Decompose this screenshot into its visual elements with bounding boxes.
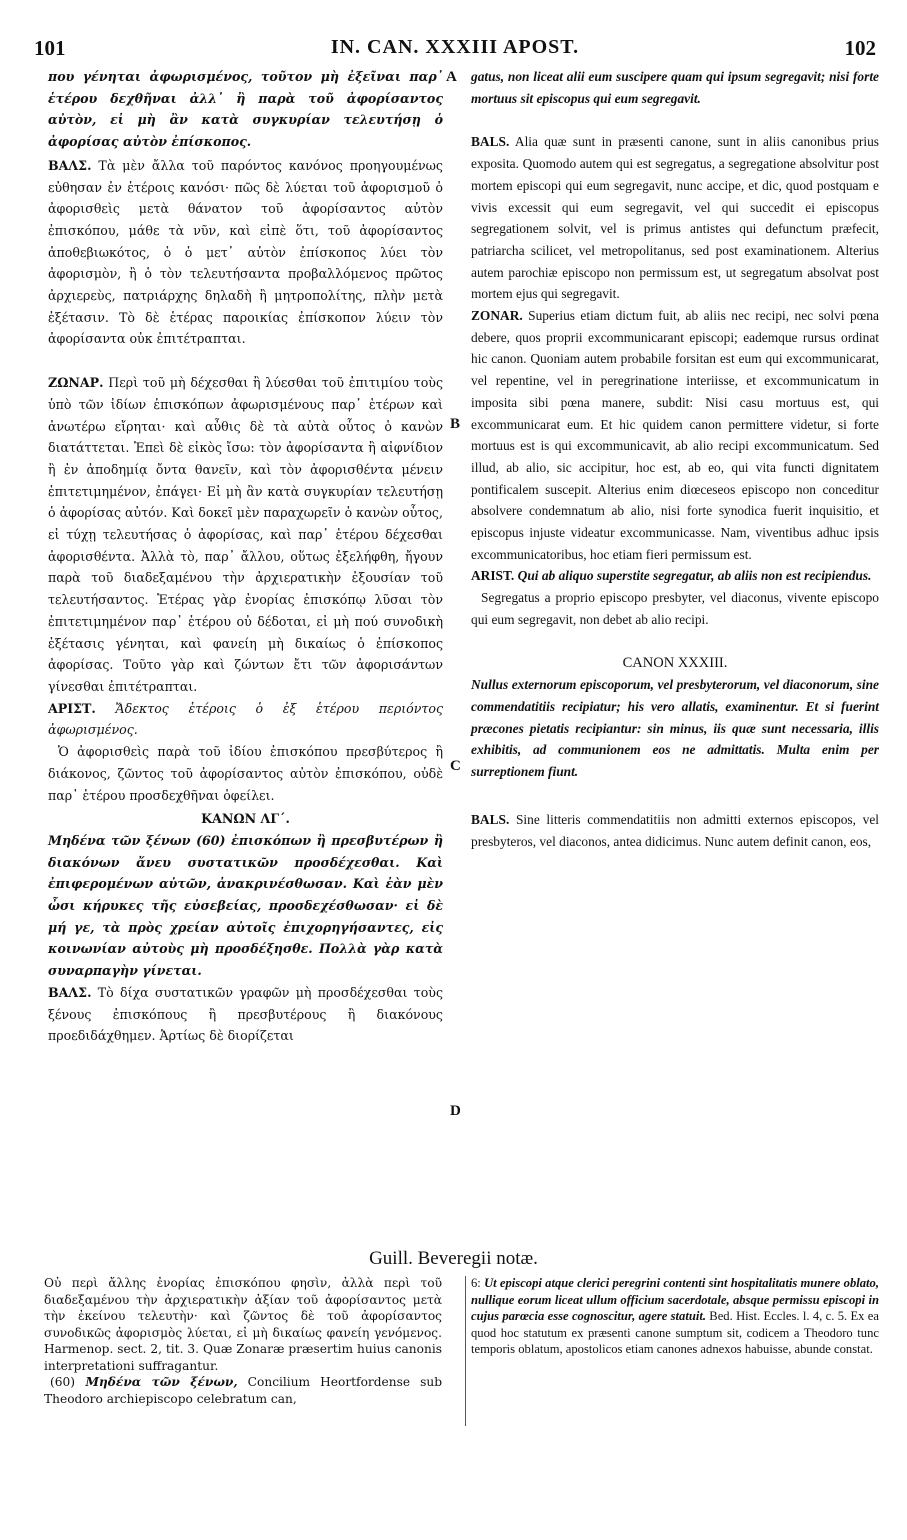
greek-balsamon-comment: ΒΑΛΣ. Τὰ μὲν ἄλλα τοῦ παρόντος κανόνος προηγουμένως εὐθησαν ἐν ἑτέροις κανόσι· πῶς δὲ λύεται τοῦ ἀφορισμοῦ ὁ ἀφορισθεὶς μετὰ θάνατον τοῦ ἀφορίσαντος αὐτὸν ἐπισκόπου, μάθε τὰ νῦν, καὶ εἰπὲ ὅτι, τοῦ ἀφορίσαντος ἀποθεβιωκότος, ὁ ὁ μετ᾽ αὐτὸν ἐπίσκοπος λύει τὸν ἀφορισμὸν, ἢ ὁ τὸν τελευτήσαντα προβαλλόμενος πρῶτος ἀρχιερεὺς, πατριάρχης δηλαδὴ ἢ μητροπολίτης, πλὴν μετὰ ἐξέτασιν. Τὸ δὲ ἑτέρας παροικίας ἐπίσκοπον λύειν τὸν ἀφορίσαντα οὐκ ἐπιτέτραπται.: [48, 157, 443, 347]
notes-left-column: [44, 1275, 442, 1407]
latin-aristenus-comment: ARIST. Qui ab aliquo superstite segregatur, ab aliis non est recipiendus.: [471, 568, 872, 584]
latin-zonaras-comment: ZONAR. Superius etiam dictum fuit, ab aliis nec recipi, nec solvi pœna debere, quos proprii excommunicarant episcopi; eademque rursus ordinat hic canon. Quoniam autem probabile forsitan est eum qui excommunicarat, vel repentine, vel in peregrinatione interiisse, et excommunicatum in imposita sibi pœna manere, subdit: Nisi casu mortuus est, qui excommunicarat eum. Et hic quidem canon permittere videtur, si forte mortuus est is qui excommunicavit, ab alio recipi excommunicatum. Sed illud, ab alio, sic accipitur, hoc est, ab eo, qui vita functi dignitatem pontificalem suscepit. Alterius enim diœceseos episcopo non conceditur absolvere condemnatum ab alio, nisi forte synodica fuerit inquisitio, et episcopus injuste videatur excommunicasse. Nam, viventibus adhuc ipsis excommunicatoribus, hoc etiam fieri permissum est.: [471, 308, 879, 562]
greek-canon-33-text: Μηδένα τῶν ξένων (60) ἐπισκόπων ἢ πρεσβυτέρων ἢ διακόνων ἄνευ συστατικῶν προσδέχεσθαι. Καὶ ἐπιφερομένων αὐτῶν, ἀνακρινέσθωσαν. Καὶ ἐὰν μὲν ὦσι κήρυκες τῆς εὐσεβείας, προσδεχέσθωσαν· εἰ δὲ μή γε, τὰ πρὸς χρείαν αὐτοῖς ἐπιχορηγήσαντες, εἰς κοινωνίαν αὐτοὺς μὴ προσδέξησθε. Πολλὰ γὰρ κατὰ συναρπαγὴν γίνεται.: [48, 832, 443, 979]
notes-right-column: [471, 1275, 879, 1358]
note-60: (60) Μηδένα τῶν ξένων, Concilium Heortfordense sub Theodoro archiepiscopo celebratum can,: [44, 1375, 443, 1406]
greek-zonaras-comment: ΖΩΝΑΡ. Περὶ τοῦ μὴ δέχεσθαι ἢ λύεσθαι τοῦ ἐπιτιμίου τοὺς ὑπὸ τῶν ἰδίων ἐπισκόπων ἀφωρισμένους παρ᾽ ἑτέρων καὶ ἀνωτέρω εἴρηται· καὶ αὖθις δὲ τὰ αὐτὰ οὗτος ὁ κανὼν διατάττεται. Ἐπεὶ δὲ εἰκὸς ἴσω: τὸν ἀφορίσαντα ἢ αἰφνίδιον ἢ ἐν ἀποδημίᾳ ὄντα θανεῖν, καὶ τὸν ἀφορισθέντα μένειν ἐπιτετιμημένον, ἐπάγει· Εἰ μὴ ἂν κατὰ συγκυρίαν τελευτήσῃ ὁ ἀφορίσας αὐτόν. Καὶ δοκεῖ μὲν παραχωρεῖν ὁ κανὼν οὗτος, εἰ τύχῃ τελευτήσας ὁ ἀφορίσας, καὶ παρ᾽ ἑτέρου δέχεσθαι ἀφορισθέντα. Ἀλλὰ τὸ, παρ᾽ ἄλλου, οὕτως ἐξελήφθη, ἤγουν παρὰ τοῦ διαδεξαμένου τὴν ἀρχιερατικὴν ἐξουσίαν τοῦ τελευτήσαντος. Ἑτέρας γὰρ ἐνορίας ἐπισκόπῳ λῦσαι τὸν ἐπιτετιμημένον παρ᾽ ἑτέρου οὐ δέδοται, εἰ μὴ πού συνοδικὴ ἐξέτασις γένηται, καὶ φανείη μὴ δικαίως ὁ ἐπίσκοπος ἀφορίσας. Τοῦτο γὰρ καὶ ζώντων ἔτι τῶν ἀφορισάντων γίνεσθαι ἐπιτέτραπται.: [48, 375, 443, 694]
page-number-left: 101: [34, 36, 66, 60]
note-heortford-canon: 6: Ut episcopi atque clerici peregrini contenti sint hospitalitatis munere oblato, nullique eorum liceat ullum officium sacerdotale, absque permissu episcopi in cujus parœcia esse cognoscitur, agere statuit. Bed. Hist. Eccles. l. 4, c. 5. Ex ea quod hoc statutum ex præsenti canone sumptum sit, codicem a Theodoro tunc temporis oblatum, apostolicos etiam canones adnexos habuisse, abunde constat.: [471, 1276, 879, 1356]
note-greek-comment: Οὐ περὶ ἄλλης ἐνορίας ἐπισκόπου φησὶν, ἀλλὰ περὶ τοῦ διαδεξαμένου τὴν ἀρχιερατικὴν ἀξίαν τοῦ ἀφορίσαντος μετὰ τὴν ἐκείνου τελευτὴν· καὶ ζῶντος δὲ τοῦ ἀφορίσαντος συνοδικῶς ἀφορισμὸς λύεται, εἰ μὴ δικαίως φανείη γενόμενος. Harmenop. sect. 2, tit. 3. Quæ Zonaræ præsertim huius canonis interpretationi suffragantur.: [44, 1276, 442, 1373]
notes-title: Guill. Beveregii notæ.: [369, 1248, 538, 1269]
latin-canon-33-text: Nullus externorum episcoporum, vel presbyterorum, vel diaconorum, sine commendatitiis recipiatur; his vero allatis, examinentur. Et si fuerint præcones pietatis recipiantur: sin minus, iis quæ sunt necessaria, illis exhibitis, ad communionem eos ne admittatis. Multa enim per surreptionem fiunt.: [471, 677, 879, 780]
margin-letter-d: D: [450, 1103, 461, 1119]
latin-column: [471, 66, 879, 852]
greek-balsamon-comment-2: ΒΑΛΣ. Τὸ δίχα συστατικῶν γραφῶν μὴ προσδέχεσθαι τοὺς ξένους ἐπισκόπους ἢ πρεσβυτέρους ἢ διακόνους προεδιδάχθημεν. Ἀρτίως δὲ διορίζεται: [48, 984, 443, 1044]
greek-canon-title: ΚΑΝΩΝ ΛΓ΄.: [201, 811, 290, 827]
latin-canon-title: CANON XXXIII.: [622, 654, 728, 671]
margin-letter-c: C: [450, 758, 461, 774]
page-header: [34, 36, 876, 60]
latin-balsamon-comment-2: BALS. Sine litteris commendatitiis non admitti externos episcopos, vel presbyteros, vel diaconos, antea didicimus. Nunc autem definit canon, eos,: [471, 811, 879, 849]
running-title: IN. CAN. XXXIII APOST.: [330, 36, 580, 58]
margin-letter-b: B: [450, 416, 461, 432]
latin-synopsis: Segregatus a proprio episcopo presbyter, vel diaconus, vivente episcopo qui eum segregavit, non debet ab alio recipi.: [471, 590, 879, 627]
greek-aristenus-comment: ΑΡΙΣΤ. Ἄδεκτος ἑτέροις ὁ ἐξ ἑτέρου περιόντος ἀφωρισμένος.: [48, 700, 443, 738]
greek-column: [48, 66, 443, 1047]
latin-balsamon-comment: BALS. Alia quæ sunt in præsenti canone, sunt in aliis canonibus prius exposita. Quomodo autem qui est segregatus, a segregatione absolvitur post mortem episcopi qui eum segregavit, nunc accipe, et dic, quod postquam e vivis excessit qui eum segregavit, vel qui succedit ei episcopus segregationem solvit, vel is primus antistes qui defunctum præfecit, patriarcha scilicet, vel metropolitanus, sed post examinationem. Alterius autem parochiæ episcopo non permissum est, ut segregatum absolvat post mortem ejus qui segregavit.: [471, 134, 879, 302]
notes-column-divider: [465, 1276, 466, 1426]
greek-canon-text: που γένηται ἀφωρισμένος, τοῦτον μὴ ἐξεῖναι παρ᾽ ἑτέρου δεχθῆναι ἀλλ᾽ ἢ παρὰ τοῦ ἀφορίσαντος αὐτὸν, εἰ μὴ ἂν κατὰ συγκυρίαν τελευτήσῃ ὁ ἀφορίσας αὐτὸν ἐπίσκοπος.: [48, 69, 443, 150]
margin-letter-a: A: [446, 69, 457, 85]
greek-synopsis: Ὁ ἀφορισθεὶς παρὰ τοῦ ἰδίου ἐπισκόπου πρεσβύτερος ἢ διάκονος, ζῶντος τοῦ ἀφορίσαντος αὐτὸν ἐπισκόπου, οὐδὲ παρ᾽ ἑτέρου προσδεχθῆναι ὀφείλει.: [48, 744, 443, 803]
page-number-right: 102: [844, 36, 876, 60]
latin-canon-text: gatus, non liceat alii eum suscipere quam qui ipsum segregavit; nisi forte mortuus sit episcopus qui eum segregavit.: [471, 69, 879, 106]
